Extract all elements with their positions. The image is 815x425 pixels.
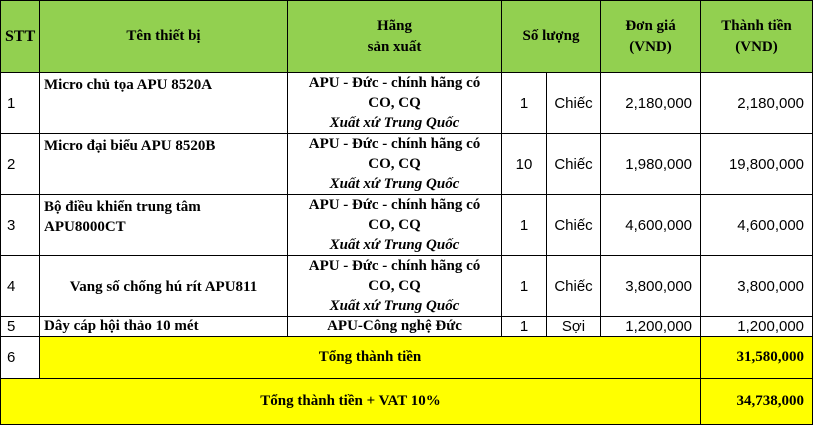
maker-line1: APU - Đức - chính hãng có [308,136,481,152]
row-total[interactable]: 3,800,000 [701,256,813,317]
row-unit-price[interactable]: 2,180,000 [601,73,701,134]
row-quantity[interactable]: 1 [502,256,547,317]
maker-line3: Xuất xứ Trung Quốc [329,237,460,253]
row-device-name[interactable] [40,195,288,256]
header-manufacturer-line2: sản xuất [367,38,422,55]
header-unit-price[interactable] [601,1,701,73]
header-device-name[interactable]: Tên thiết bị [40,1,288,73]
device-name-line2: APU8000CT [44,219,126,235]
row-stt[interactable]: 3 [1,195,40,256]
row-device-name[interactable]: Micro đại biểu APU 8520B [40,134,288,195]
row-unit-price[interactable]: 1,980,000 [601,134,701,195]
row-manufacturer[interactable] [288,73,502,134]
row-quantity[interactable]: 1 [502,317,547,337]
table-row [1,134,813,195]
maker-line1: APU - Đức - chính hãng có [308,258,481,274]
header-unit-price-line2: (VND) [629,38,672,55]
row-device-name[interactable]: Vang số chống hú rít APU811 [40,256,288,317]
row-unit[interactable]: Chiếc [547,73,601,134]
header-manufacturer[interactable] [288,1,502,73]
maker-line2: CO, CQ [368,156,421,172]
row-device-name[interactable]: Dây cáp hội thảo 10 mét [40,317,288,337]
table-row [1,256,813,317]
maker-line2: CO, CQ [368,278,421,294]
row-manufacturer[interactable] [288,195,502,256]
grand-total-row [1,379,813,425]
row-quantity[interactable]: 1 [502,73,547,134]
header-quantity[interactable]: Số lượng [502,1,601,73]
row-device-name[interactable]: Micro chủ tọa APU 8520A [40,73,288,134]
header-total[interactable] [701,1,813,73]
row-unit[interactable]: Sợi [547,317,601,337]
subtotal-stt[interactable]: 6 [1,337,40,379]
row-unit[interactable]: Chiếc [547,134,601,195]
row-manufacturer[interactable]: APU-Công nghệ Đức [288,317,502,337]
row-stt[interactable]: 4 [1,256,40,317]
row-unit-price[interactable]: 1,200,000 [601,317,701,337]
row-stt[interactable]: 5 [1,317,40,337]
row-total[interactable]: 1,200,000 [701,317,813,337]
header-unit-price-line1: Đơn giá [625,17,676,34]
maker-line3: Xuất xứ Trung Quốc [329,176,460,192]
row-total[interactable]: 19,800,000 [701,134,813,195]
row-manufacturer[interactable] [288,256,502,317]
row-manufacturer[interactable] [288,134,502,195]
table-row [1,317,813,337]
table-row [1,195,813,256]
subtotal-label[interactable]: Tổng thành tiền [40,337,701,379]
maker-line3: Xuất xứ Trung Quốc [329,115,460,131]
header-row [1,1,813,73]
header-total-line2: (VND) [735,38,778,55]
row-total[interactable]: 2,180,000 [701,73,813,134]
maker-line2: CO, CQ [368,95,421,111]
subtotal-row [1,337,813,379]
maker-line2: CO, CQ [368,217,421,233]
row-unit[interactable]: Chiếc [547,256,601,317]
header-manufacturer-line1: Hãng [376,17,412,34]
maker-line3: Xuất xứ Trung Quốc [329,298,460,314]
device-name-line1: Bộ điều khiển trung tâm [44,199,201,215]
header-total-line1: Thành tiền [721,17,792,34]
subtotal-value[interactable]: 31,580,000 [701,337,813,379]
header-stt[interactable]: STT [1,1,40,73]
row-quantity[interactable]: 10 [502,134,547,195]
maker-line1: APU - Đức - chính hãng có [308,75,481,91]
row-stt[interactable]: 1 [1,73,40,134]
grand-total-label[interactable]: Tổng thành tiền + VAT 10% [1,379,701,425]
row-unit-price[interactable]: 3,800,000 [601,256,701,317]
table-row [1,73,813,134]
row-unit-price[interactable]: 4,600,000 [601,195,701,256]
row-stt[interactable]: 2 [1,134,40,195]
row-quantity[interactable]: 1 [502,195,547,256]
row-unit[interactable]: Chiếc [547,195,601,256]
maker-line1: APU - Đức - chính hãng có [308,197,481,213]
grand-total-value[interactable]: 34,738,000 [701,379,813,425]
row-total[interactable]: 4,600,000 [701,195,813,256]
